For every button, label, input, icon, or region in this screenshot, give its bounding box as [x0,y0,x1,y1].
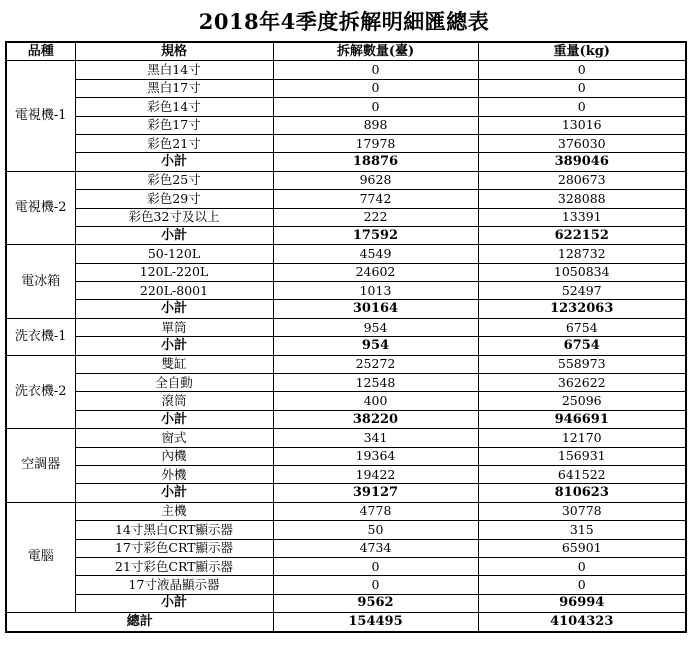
spec-cell: 彩色32寸及以上 [75,208,273,226]
quantity-cell: 4734 [273,539,478,557]
category-cell: 空調器 [6,429,75,503]
subtotal-weight: 1232063 [478,300,686,318]
table-row [6,61,686,79]
weight-cell: 0 [478,576,686,594]
table-row [6,190,686,208]
weight-cell: 376030 [478,134,686,152]
subtotal-quantity: 38220 [273,410,478,428]
header-category: 品種 [6,42,75,61]
spec-cell: 彩色14寸 [75,98,273,116]
table-row [6,374,686,392]
header-weight: 重量(kg) [478,42,686,61]
quantity-cell: 24602 [273,263,478,281]
table-row [6,539,686,557]
spec-cell: 黑白14寸 [75,61,273,79]
subtotal-quantity: 30164 [273,300,478,318]
weight-cell: 362622 [478,374,686,392]
table-body [6,61,686,632]
quantity-cell: 19364 [273,447,478,465]
quantity-cell: 17978 [273,134,478,152]
category-cell: 電視機-1 [6,61,75,171]
quantity-cell: 4549 [273,245,478,263]
subtotal-row [6,337,686,355]
spec-cell: 彩色29寸 [75,190,273,208]
quantity-cell: 0 [273,79,478,97]
table-row [6,318,686,336]
subtotal-row [6,153,686,171]
quantity-cell: 19422 [273,465,478,483]
spec-cell: 21寸彩色CRT顯示器 [75,557,273,575]
subtotal-label: 小計 [75,300,273,318]
subtotal-quantity: 9562 [273,594,478,612]
spec-cell: 50-120L [75,245,273,263]
subtotal-label: 小計 [75,594,273,612]
table-row [6,116,686,134]
quantity-cell: 4778 [273,502,478,520]
header-row [6,42,686,61]
quantity-cell: 954 [273,318,478,336]
subtotal-row [6,300,686,318]
table-row [6,208,686,226]
weight-cell: 65901 [478,539,686,557]
quantity-cell: 50 [273,521,478,539]
table-row [6,134,686,152]
table-row [6,245,686,263]
spec-cell: 主機 [75,502,273,520]
subtotal-label: 小計 [75,410,273,428]
table-row [6,429,686,447]
subtotal-row [6,226,686,244]
quantity-cell: 898 [273,116,478,134]
dismantling-summary-table [5,41,687,633]
spec-cell: 單筒 [75,318,273,336]
page-title: 2018年4季度拆解明細匯總表 [198,9,490,34]
subtotal-weight: 96994 [478,594,686,612]
spec-cell: 雙缸 [75,355,273,373]
header-spec: 規格 [75,42,273,61]
quantity-cell: 222 [273,208,478,226]
quantity-cell: 0 [273,557,478,575]
table-row [6,465,686,483]
subtotal-row [6,594,686,612]
weight-cell: 280673 [478,171,686,189]
table-row [6,355,686,373]
subtotal-row [6,484,686,502]
total-label: 總計 [6,613,273,632]
quantity-cell: 400 [273,392,478,410]
subtotal-weight: 6754 [478,337,686,355]
subtotal-weight: 622152 [478,226,686,244]
subtotal-label: 小計 [75,484,273,502]
weight-cell: 0 [478,98,686,116]
category-cell: 洗衣機-1 [6,318,75,355]
weight-cell: 128732 [478,245,686,263]
table-row [6,282,686,300]
quantity-cell: 0 [273,61,478,79]
spec-cell: 彩色17寸 [75,116,273,134]
weight-cell: 0 [478,61,686,79]
subtotal-weight: 810623 [478,484,686,502]
quantity-cell: 0 [273,576,478,594]
spec-cell: 220L-8001 [75,282,273,300]
quantity-cell: 7742 [273,190,478,208]
spec-cell: 17寸液晶顯示器 [75,576,273,594]
table-row [6,557,686,575]
subtotal-weight: 946691 [478,410,686,428]
category-cell: 電冰箱 [6,245,75,319]
spec-cell: 窗式 [75,429,273,447]
table-row [6,447,686,465]
category-cell: 電視機-2 [6,171,75,245]
category-cell: 洗衣機-2 [6,355,75,429]
subtotal-quantity: 18876 [273,153,478,171]
total-row [6,613,686,632]
weight-cell: 13391 [478,208,686,226]
spec-cell: 彩色21寸 [75,134,273,152]
table-row [6,392,686,410]
spec-cell: 外機 [75,465,273,483]
subtotal-weight: 389046 [478,153,686,171]
total-weight: 4104323 [478,613,686,632]
weight-cell: 12170 [478,429,686,447]
weight-cell: 30778 [478,502,686,520]
spec-cell: 120L-220L [75,263,273,281]
quantity-cell: 9628 [273,171,478,189]
subtotal-row [6,410,686,428]
table-row [6,79,686,97]
weight-cell: 156931 [478,447,686,465]
category-cell: 電腦 [6,502,75,612]
weight-cell: 0 [478,557,686,575]
subtotal-label: 小計 [75,337,273,355]
weight-cell: 315 [478,521,686,539]
quantity-cell: 1013 [273,282,478,300]
quantity-cell: 12548 [273,374,478,392]
table-row [6,502,686,520]
table-row [6,263,686,281]
spec-cell: 全自動 [75,374,273,392]
table-row [6,576,686,594]
weight-cell: 13016 [478,116,686,134]
spec-cell: 17寸彩色CRT顯示器 [75,539,273,557]
weight-cell: 25096 [478,392,686,410]
weight-cell: 0 [478,79,686,97]
quantity-cell: 25272 [273,355,478,373]
header-quantity: 拆解數量(臺) [273,42,478,61]
spec-cell: 黑白17寸 [75,79,273,97]
quantity-cell: 0 [273,98,478,116]
quantity-cell: 341 [273,429,478,447]
weight-cell: 641522 [478,465,686,483]
table-row [6,171,686,189]
subtotal-label: 小計 [75,226,273,244]
total-quantity: 154495 [273,613,478,632]
table-row [6,521,686,539]
subtotal-label: 小計 [75,153,273,171]
spec-cell: 彩色25寸 [75,171,273,189]
weight-cell: 52497 [478,282,686,300]
subtotal-quantity: 954 [273,337,478,355]
weight-cell: 1050834 [478,263,686,281]
spec-cell: 滾筒 [75,392,273,410]
weight-cell: 558973 [478,355,686,373]
subtotal-quantity: 39127 [273,484,478,502]
weight-cell: 328088 [478,190,686,208]
spec-cell: 內機 [75,447,273,465]
subtotal-quantity: 17592 [273,226,478,244]
table-row [6,98,686,116]
weight-cell: 6754 [478,318,686,336]
spec-cell: 14寸黑白CRT顯示器 [75,521,273,539]
